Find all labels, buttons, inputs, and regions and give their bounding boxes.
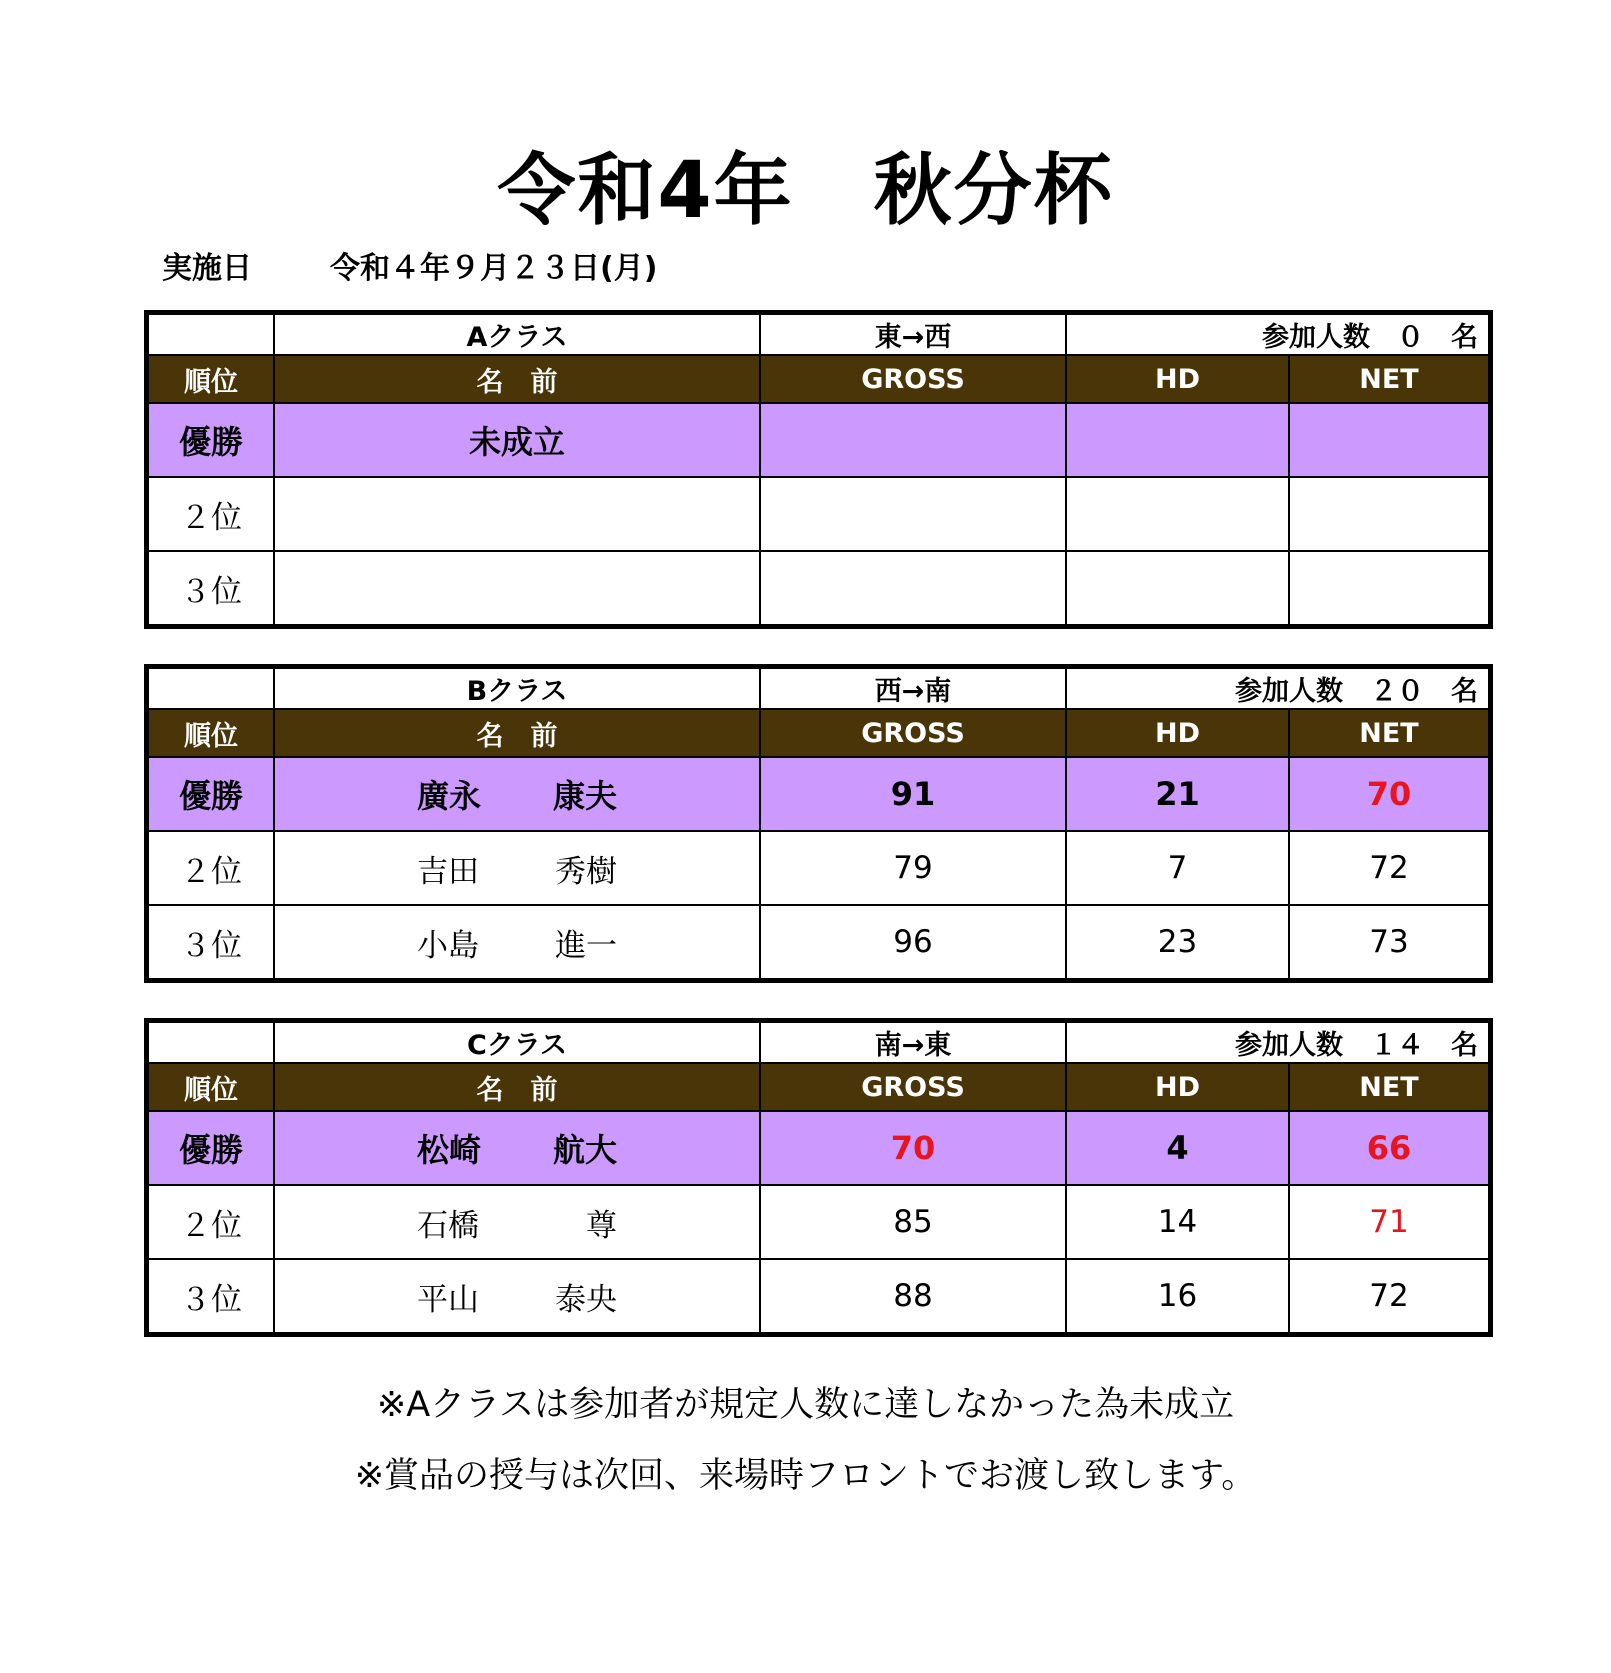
name-family: 小島 (417, 927, 479, 964)
table-row (148, 1185, 1489, 1259)
class-a-table (147, 313, 1490, 626)
name-given: 進一 (555, 927, 617, 964)
name-cell (274, 403, 760, 477)
name-given: 航大 (552, 1131, 617, 1169)
page-title: 令和4年 秋分杯 (497, 146, 1114, 236)
col-net: NET (1289, 709, 1489, 757)
class-b-name: Bクラス (274, 668, 760, 709)
col-hd: HD (1066, 1063, 1289, 1111)
class-b-blank (148, 668, 274, 709)
event-date-label: 実施日 (162, 251, 252, 286)
notes (0, 1370, 1611, 1512)
name-cell (274, 757, 760, 831)
name-cell (274, 905, 760, 979)
event-date (162, 243, 657, 287)
name-given: 泰央 (555, 1281, 617, 1318)
rank-cell: ３位 (148, 551, 274, 625)
rank-cell: ２位 (148, 1185, 274, 1259)
net-cell: 70 (1289, 757, 1489, 831)
col-gross: GROSS (760, 709, 1066, 757)
name-family: 廣永 (417, 777, 482, 815)
col-name: 名 前 (274, 1063, 760, 1111)
hd-cell: 23 (1066, 905, 1289, 979)
name-given: 康夫 (552, 777, 617, 815)
rank-cell: ３位 (148, 905, 274, 979)
name-given: 秀樹 (555, 853, 617, 890)
name-cell (274, 551, 760, 625)
hd-cell: 16 (1066, 1259, 1289, 1333)
name-cell (274, 1111, 760, 1185)
event-date-value: 令和４年９月２３日(月) (330, 251, 658, 286)
col-rank: 順位 (148, 355, 274, 403)
gross-cell: 85 (760, 1185, 1066, 1259)
net-cell (1289, 403, 1489, 477)
class-c-name: Cクラス (274, 1022, 760, 1063)
col-gross: GROSS (760, 1063, 1066, 1111)
hd-cell: 4 (1066, 1111, 1289, 1185)
hd-cell (1066, 403, 1289, 477)
gross-cell (760, 551, 1066, 625)
net-cell (1289, 477, 1489, 551)
net-cell (1289, 551, 1489, 625)
table-row (148, 831, 1489, 905)
rank-cell: 優勝 (148, 403, 274, 477)
class-b-table (147, 667, 1490, 980)
gross-cell: 70 (760, 1111, 1066, 1185)
gross-cell: 79 (760, 831, 1066, 905)
class-a-name: Aクラス (274, 314, 760, 355)
table-row (148, 477, 1489, 551)
net-cell: 71 (1289, 1185, 1489, 1259)
col-hd: HD (1066, 709, 1289, 757)
rank-cell: ２位 (148, 831, 274, 905)
name-family: 松崎 (417, 1131, 482, 1169)
net-cell: 72 (1289, 1259, 1489, 1333)
name-family: 未成立 (468, 423, 565, 461)
class-c-participants: 参加人数 １４ 名 (1066, 1022, 1489, 1063)
rank-cell: 優勝 (148, 757, 274, 831)
net-cell: 66 (1289, 1111, 1489, 1185)
rank-cell: 優勝 (148, 1111, 274, 1185)
rank-cell: ３位 (148, 1259, 274, 1333)
col-rank: 順位 (148, 1063, 274, 1111)
col-gross: GROSS (760, 355, 1066, 403)
note-a-class: ※Aクラスは参加者が規定人数に達しなかった為未成立 (376, 1385, 1235, 1425)
class-a-participants: 参加人数 ０ 名 (1066, 314, 1489, 355)
table-row (148, 1111, 1489, 1185)
class-a-blank (148, 314, 274, 355)
hd-cell: 21 (1066, 757, 1289, 831)
note-prize: ※賞品の授与は次回、来場時フロントでお渡し致します。 (354, 1456, 1257, 1496)
col-rank: 順位 (148, 709, 274, 757)
class-c-course: 南→東 (760, 1022, 1066, 1063)
hd-cell (1066, 551, 1289, 625)
net-cell: 72 (1289, 831, 1489, 905)
table-row (148, 403, 1489, 477)
col-name: 名 前 (274, 355, 760, 403)
name-given: 尊 (586, 1207, 617, 1244)
hd-cell (1066, 477, 1289, 551)
gross-cell: 96 (760, 905, 1066, 979)
col-net: NET (1289, 1063, 1489, 1111)
name-cell (274, 1259, 760, 1333)
col-net: NET (1289, 355, 1489, 403)
class-b-course: 西→南 (760, 668, 1066, 709)
name-cell (274, 477, 760, 551)
class-c-blank (148, 1022, 274, 1063)
name-family: 吉田 (417, 853, 479, 890)
name-family: 石橋 (417, 1207, 479, 1244)
col-name: 名 前 (274, 709, 760, 757)
name-cell (274, 831, 760, 905)
name-family: 平山 (417, 1281, 479, 1318)
col-hd: HD (1066, 355, 1289, 403)
class-c-table (147, 1021, 1490, 1334)
gross-cell (760, 403, 1066, 477)
name-cell (274, 1185, 760, 1259)
gross-cell: 88 (760, 1259, 1066, 1333)
net-cell: 73 (1289, 905, 1489, 979)
table-row (148, 757, 1489, 831)
class-b-participants: 参加人数 ２０ 名 (1066, 668, 1489, 709)
table-row (148, 1259, 1489, 1333)
rank-cell: ２位 (148, 477, 274, 551)
gross-cell (760, 477, 1066, 551)
hd-cell: 14 (1066, 1185, 1289, 1259)
table-row (148, 905, 1489, 979)
hd-cell: 7 (1066, 831, 1289, 905)
table-row (148, 551, 1489, 625)
gross-cell: 91 (760, 757, 1066, 831)
class-a-course: 東→西 (760, 314, 1066, 355)
